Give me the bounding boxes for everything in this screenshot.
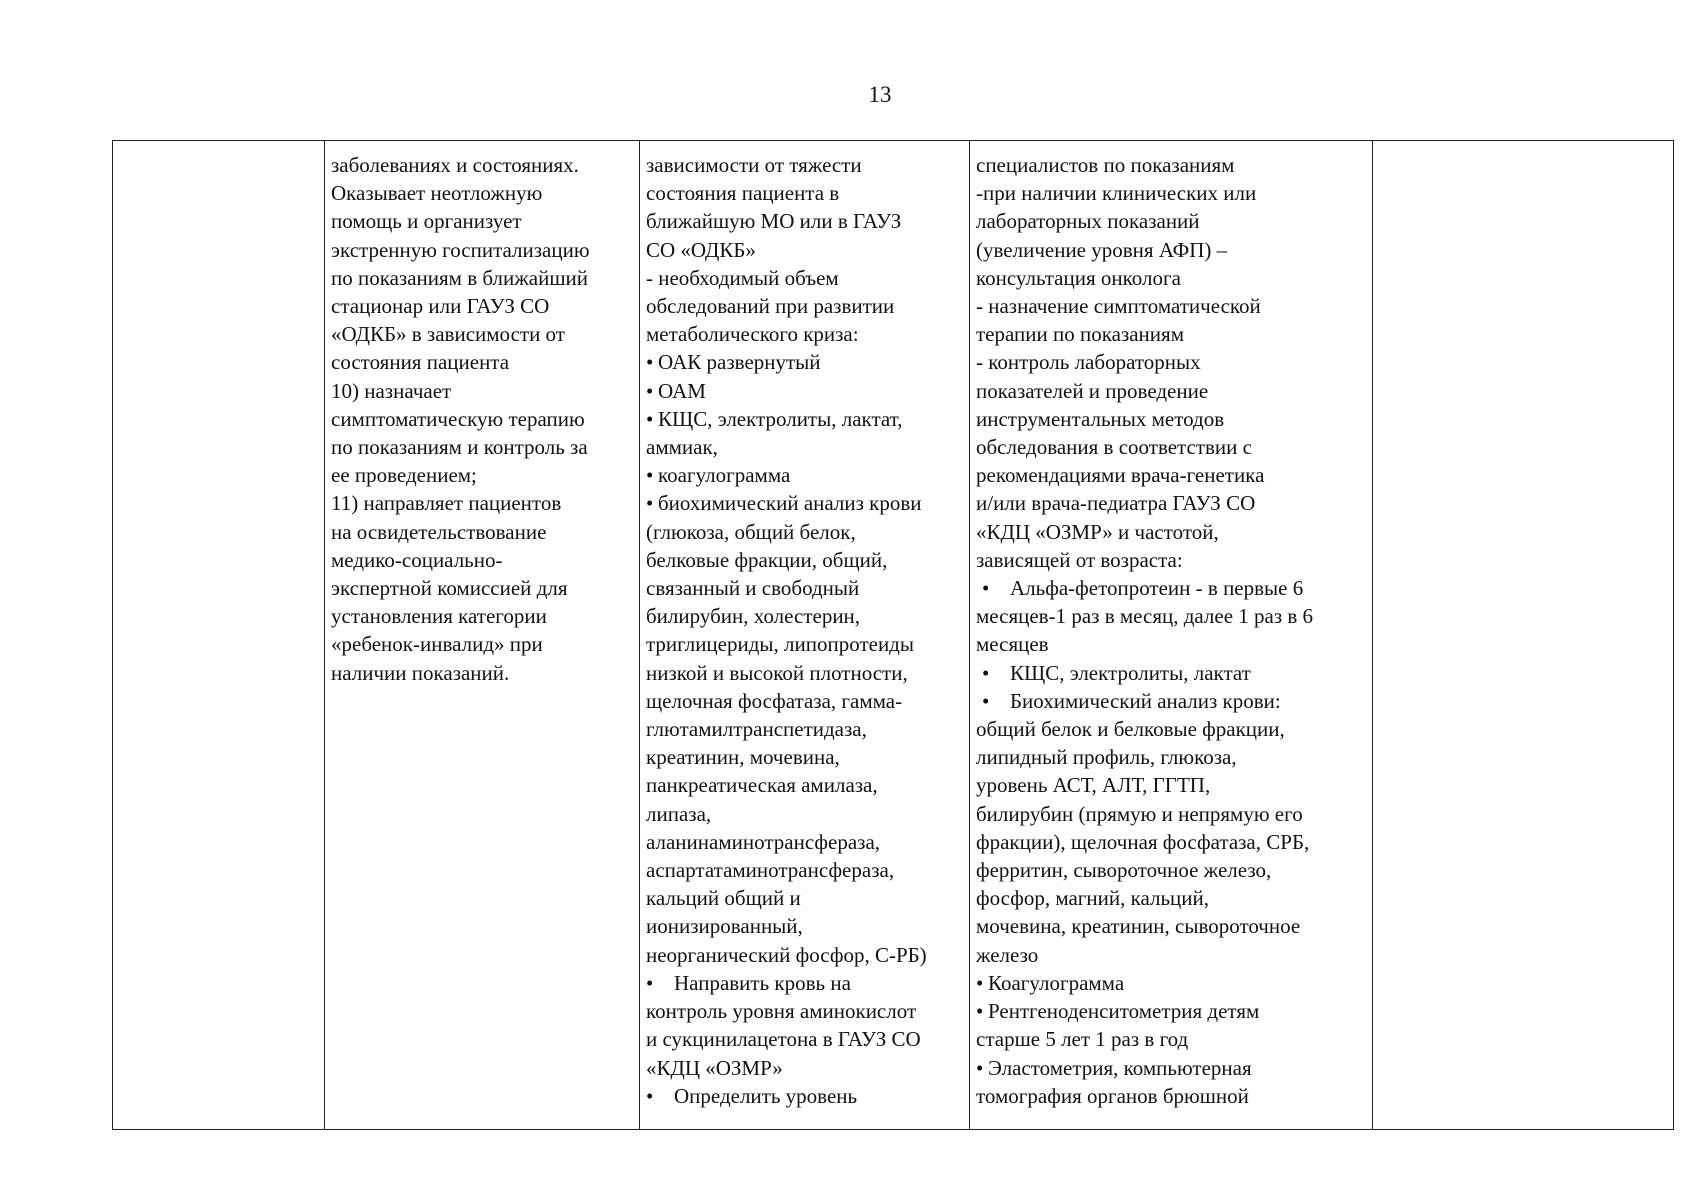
bullet-icon: •	[646, 406, 654, 431]
bullet-text: неорганический фосфор, С-РБ)	[646, 942, 927, 967]
bullet-icon: •	[982, 660, 990, 685]
bullet-text: ОАМ	[658, 378, 706, 403]
bullet-icon: •	[646, 463, 654, 488]
bullet-item-line	[646, 715, 963, 743]
bullet-item-line	[976, 800, 1366, 828]
bullet-icon: •	[976, 999, 984, 1024]
text-line: «ОДКБ» в зависимости от	[331, 322, 565, 347]
bullet-text: контроль уровня аминокислот	[646, 999, 917, 1024]
text-line: рекомендациями врача-генетика	[976, 463, 1265, 488]
bullet-text: аммиак,	[646, 435, 718, 460]
bullet-icon: •	[646, 970, 654, 995]
bullet-item-line	[646, 687, 963, 715]
bullet-text: ОАК развернутый	[658, 350, 821, 375]
bullet-text: глютамилтранспетидаза,	[646, 717, 867, 742]
bullet-text: «КДЦ «ОЗМР»	[646, 1055, 783, 1080]
bullet-text: триглицериды, липопротеиды	[646, 632, 914, 657]
text-line: - назначение симптоматической	[976, 294, 1261, 319]
bullet-text: (глюкоза, общий белок,	[646, 519, 856, 544]
bullet-item-line	[646, 574, 963, 602]
text-line: экспертной комиссией для	[331, 576, 568, 601]
bullet-text: мочевина, креатинин, сывороточное	[976, 914, 1301, 939]
text-line: состояния пациента в	[646, 181, 840, 206]
bullet-icon: •	[976, 970, 984, 995]
bullet-item-line	[646, 1054, 963, 1082]
text-line: наличии показаний.	[331, 660, 510, 685]
bullet-icon: •	[646, 491, 654, 516]
bullet-text: Биохимический анализ крови:	[1010, 688, 1281, 713]
page-number: 13	[868, 82, 892, 107]
bullet-item-line	[976, 1054, 1366, 1082]
bullet-text: низкой и высокой плотности,	[646, 660, 908, 685]
bullet-text: фракции), щелочная фосфатаза, СРБ,	[976, 829, 1310, 854]
bullet-text: билирубин, холестерин,	[646, 604, 861, 629]
bullet-item-line	[646, 912, 963, 940]
bullet-text: месяцев-1 раз в месяц, далее 1 раз в 6	[976, 604, 1314, 629]
text-line: по показаниям и контроль за	[331, 435, 588, 460]
text-line: 11) направляет пациентов	[331, 491, 562, 516]
text-line: терапии по показаниям	[976, 322, 1184, 347]
bullet-item-line	[646, 856, 963, 884]
bullet-item-line	[646, 377, 963, 405]
text-line: установления категории	[331, 604, 547, 629]
bullet-item-line	[646, 405, 963, 433]
bullet-item-line	[646, 1082, 963, 1110]
bullet-item-line	[976, 602, 1366, 630]
bullet-item-line	[646, 743, 963, 771]
bullet-text: общий белок и белковые фракции,	[976, 717, 1285, 742]
bullet-icon: •	[646, 1083, 654, 1108]
bullet-icon: •	[646, 378, 654, 403]
bullet-text: липидный профиль, глюкоза,	[976, 745, 1237, 770]
text-line: по показаниям в ближайший	[331, 265, 588, 290]
text-line: стационар или ГАУЗ СО	[331, 294, 550, 319]
text-line: Оказывает неотложную	[331, 181, 543, 206]
text-line: ближайшую МО или в ГАУЗ	[646, 209, 902, 234]
bullet-item-line	[976, 659, 1366, 687]
bullet-item-line	[976, 1025, 1366, 1053]
bullet-text: КЩС, электролиты, лактат,	[658, 406, 903, 431]
bullet-item-line	[976, 912, 1366, 940]
bullet-item-line	[976, 687, 1366, 715]
text-line: заболеваниях и состояниях.	[331, 153, 579, 177]
bullet-icon: •	[976, 1055, 984, 1080]
bullet-text: уровень АСТ, АЛТ, ГГТП,	[976, 773, 1211, 798]
bullet-text: Направить кровь на	[674, 970, 851, 995]
cell-col2	[325, 141, 640, 1130]
bullet-text: липаза,	[646, 801, 712, 826]
bullet-item-line	[976, 941, 1366, 969]
bullet-text: старше 5 лет 1 раз в год	[976, 1027, 1189, 1052]
text-line: - контроль лабораторных	[976, 350, 1201, 375]
bullet-item-line	[646, 546, 963, 574]
bullet-item-line	[646, 997, 963, 1025]
text-line: лабораторных показаний	[976, 209, 1200, 234]
bullet-text: щелочная фосфатаза, гамма-	[646, 688, 903, 713]
bullet-item-line	[976, 828, 1366, 856]
bullet-item-line	[646, 1025, 963, 1053]
bullet-item-line	[646, 348, 963, 376]
text-line: «ребенок-инвалид» при	[331, 632, 543, 657]
bullet-item-line	[976, 574, 1366, 602]
table-row	[113, 141, 1674, 1130]
bullet-text: коагулограмма	[658, 463, 791, 488]
bullet-item-line	[976, 630, 1366, 658]
cell-col1	[113, 141, 325, 1130]
text-line: обследования в соответствии с	[976, 435, 1252, 460]
bullet-item-line	[646, 433, 963, 461]
bullet-item-line	[976, 771, 1366, 799]
bullet-item-line	[646, 489, 963, 517]
text-line: специалистов по показаниям	[976, 153, 1235, 177]
bullet-item-line	[976, 969, 1366, 997]
cell-col5	[1373, 141, 1674, 1130]
bullet-text: билирубин (прямую и непрямую его	[976, 801, 1303, 826]
text-line: помощь и организует	[331, 209, 522, 234]
bullet-text: связанный и свободный	[646, 576, 860, 601]
text-line: -при наличии клинических или	[976, 181, 1257, 206]
text-line: зависимости от тяжести	[646, 153, 862, 177]
medical-table	[112, 140, 1674, 1130]
bullet-item-line	[646, 800, 963, 828]
text-line: консультация онколога	[976, 265, 1181, 290]
bullet-item-line	[646, 969, 963, 997]
text-line: СО «ОДКБ»	[646, 237, 756, 262]
bullet-text: аланинаминотрансфераза,	[646, 829, 881, 854]
bullet-text: аспартатаминотрансфераза,	[646, 858, 895, 883]
text-line: медико-социально-	[331, 547, 503, 572]
bullet-text: Коагулограмма	[988, 970, 1125, 995]
text-line: метаболического криза:	[646, 322, 859, 347]
text-line: состояния пациента	[331, 350, 510, 375]
bullet-text: биохимический анализ крови	[658, 491, 922, 516]
bullet-text: Альфа-фетопротеин - в первые 6	[1010, 576, 1304, 601]
bullet-text: белковые фракции, общий,	[646, 547, 888, 572]
text-line: 10) назначает	[331, 378, 452, 403]
text-line: инструментальных методов	[976, 406, 1225, 431]
text-line: обследований при развитии	[646, 294, 895, 319]
text-line: и/или врача-педиатра ГАУЗ СО	[976, 491, 1256, 516]
bullet-text: Определить уровень	[674, 1083, 858, 1108]
text-line: симптоматическую терапию	[331, 406, 585, 431]
bullet-text: КЩС, электролиты, лактат	[1010, 660, 1251, 685]
bullet-item-line	[976, 743, 1366, 771]
bullet-item-line	[646, 518, 963, 546]
bullet-item-line	[646, 630, 963, 658]
text-line: «КДЦ «ОЗМР» и частотой,	[976, 519, 1219, 544]
bullet-text: Эластометрия, компьютерная	[988, 1055, 1252, 1080]
bullet-item-line	[976, 856, 1366, 884]
bullet-item-line	[646, 659, 963, 687]
bullet-item-line	[646, 941, 963, 969]
cell-col4	[970, 141, 1373, 1130]
text-line: ее проведением;	[331, 463, 477, 488]
bullet-text: Рентгеноденситометрия детям	[988, 999, 1260, 1024]
bullet-text: ферритин, сывороточное железо,	[976, 858, 1272, 883]
bullet-text: креатинин, мочевина,	[646, 745, 840, 770]
bullet-item-line	[646, 828, 963, 856]
bullet-item-line	[976, 997, 1366, 1025]
bullet-text: месяцев	[976, 632, 1049, 657]
bullet-icon: •	[982, 576, 990, 601]
text-line: - необходимый объем	[646, 265, 839, 290]
text-line: на освидетельствование	[331, 519, 547, 544]
bullet-text: томография органов брюшной	[976, 1083, 1249, 1108]
text-line: (увеличение уровня АФП) –	[976, 237, 1228, 262]
bullet-item-line	[976, 715, 1366, 743]
bullet-text: фосфор, магний, кальций,	[976, 886, 1210, 911]
bullet-item-line	[646, 771, 963, 799]
bullet-item-line	[976, 1082, 1366, 1110]
bullet-text: панкреатическая амилаза,	[646, 773, 878, 798]
bullet-text: ионизированный,	[646, 914, 803, 939]
bullet-icon: •	[646, 350, 654, 375]
text-line: показателей и проведение	[976, 378, 1209, 403]
bullet-item-line	[646, 461, 963, 489]
bullet-text: и сукцинилацетона в ГАУЗ СО	[646, 1027, 921, 1052]
bullet-item-line	[646, 602, 963, 630]
bullet-item-line	[976, 884, 1366, 912]
cell-col3	[640, 141, 970, 1130]
text-line: экстренную госпитализацию	[331, 237, 590, 262]
bullet-item-line	[646, 884, 963, 912]
bullet-text: железо	[976, 942, 1039, 967]
bullet-icon: •	[982, 688, 990, 713]
bullet-text: кальций общий и	[646, 886, 801, 911]
text-line: зависящей от возраста:	[976, 547, 1183, 572]
